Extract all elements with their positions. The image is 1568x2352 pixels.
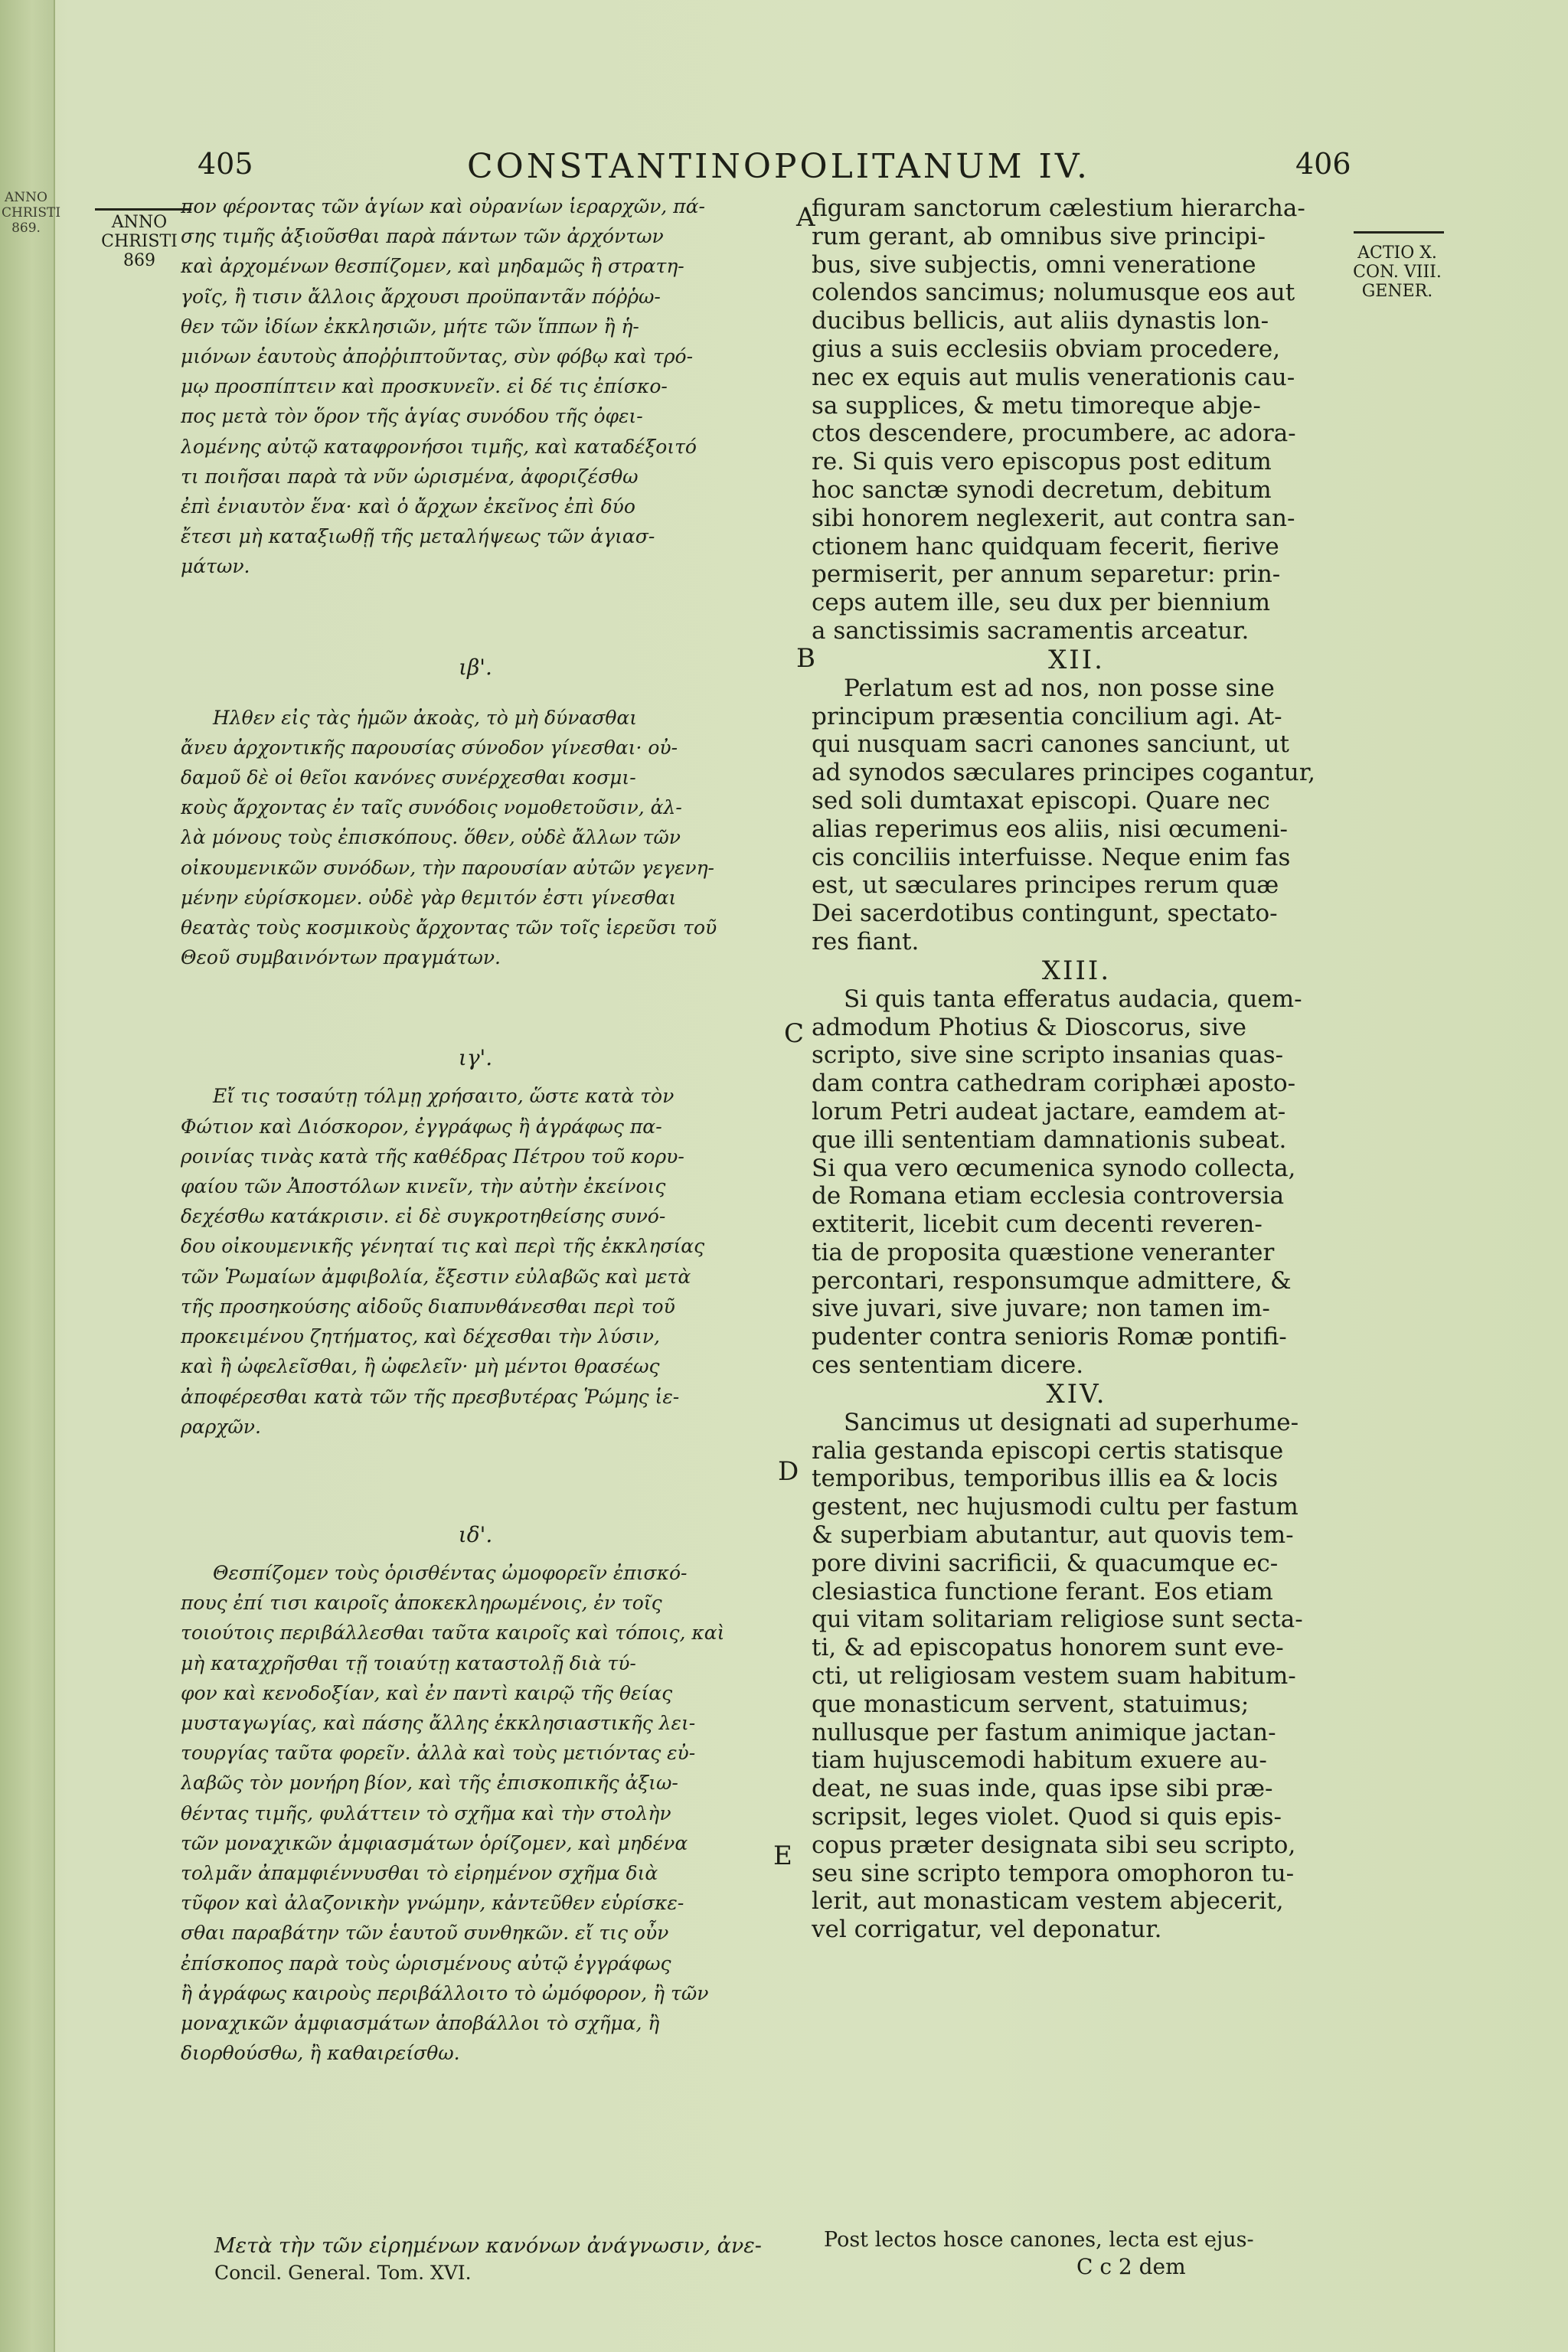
text-line: clesiastica functione ferant. Eos etiam: [812, 1577, 1273, 1606]
signature-mark: C c 2 dem: [1076, 2254, 1186, 2279]
margin-line: ANNO: [111, 213, 168, 232]
text-line: δεχέσθω κατάκρισιν. εἰ δὲ συγκροτηθείσης συνό-: [181, 1205, 666, 1228]
text-line: deat, ne suas inde, quas ipse sibi præ-: [812, 1775, 1273, 1803]
spacer: [181, 972, 770, 1043]
text-line: μυσταγωγίας, καὶ πάσης ἄλλης ἐκκλησιαστικῆς λει-: [181, 1711, 696, 1734]
spacer: [181, 683, 770, 703]
text-line: μένην εὑρίσκομεν. οὐδὲ γὰρ θεμιτόν ἐστι γίνεσθαι: [181, 886, 677, 909]
prev-margin-line: 869.: [11, 220, 41, 236]
text-line: μοναχικῶν ἀμφιασμάτων ἀποβάλλοι τὸ σχῆμα, ἢ: [181, 2011, 660, 2034]
latin-footer-line: Post lectos hosce canones, lecta est ejus-: [824, 2228, 1254, 2252]
text-line: hoc sanctæ synodi decretum, debitum: [812, 475, 1272, 504]
latin-canon-14: [812, 1409, 1341, 1944]
text-line: scripto, sive sine scripto insanias quas-: [812, 1041, 1284, 1070]
text-line: λὰ μόνους τοὺς ἐπισκόπους. ὅθεν, οὐδὲ ἄλλων τῶν: [181, 826, 681, 849]
text-line: προκειμένου ζητήματος, καὶ δέχεσθαι τὴν λύσιν,: [181, 1325, 660, 1348]
text-line: nec ex equis aut mulis venerationis cau-: [812, 363, 1295, 391]
text-line: temporibus, temporibus illis ea & locis: [812, 1465, 1279, 1493]
text-line: δαμοῦ δὲ οἱ θεῖοι κανόνες συνέρχεσθαι κοσμι-: [181, 766, 636, 789]
text-line: κοὺς ἄρχοντας ἐν ταῖς συνόδοις νομοθετοῦσιν, ἀλ-: [181, 796, 682, 819]
latin-footer: [824, 2226, 1352, 2280]
text-line: μιόνων ἑαυτοὺς ἀποῤῥιπτοῦντας, σὺν φόβῳ καὶ τρό-: [181, 345, 694, 368]
text-line: alias reperimus eos aliis, nisi œcumeni-: [812, 815, 1289, 843]
text-line: lorum Petri audeat jactare, eamdem at-: [812, 1097, 1286, 1125]
text-line: τολμᾶν ἀπαμφιέννυσθαι τὸ εἰρημένον σχῆμα διὰ: [181, 1861, 658, 1884]
text-line: Perlatum est ad nos, non posse sine: [844, 674, 1275, 702]
text-line: τῶν Ῥωμαίων ἀμφιβολία, ἔξεστιν εὐλαβῶς καὶ μετὰ: [181, 1265, 691, 1288]
latin-column: [812, 194, 1341, 1944]
text-line: καὶ ἢ ὠφελεῖσθαι, ἢ ὠφελεῖν· μὴ μέντοι θρασέως: [181, 1355, 660, 1378]
prev-margin-line: CHRISTI: [2, 205, 61, 220]
greek-canon-13: [181, 1081, 770, 1441]
prev-margin-line: ANNO: [5, 190, 47, 205]
text-line: sibi honorem neglexerit, aut contra san-: [812, 504, 1295, 532]
text-line: a sanctissimis sacramentis arceatur.: [812, 616, 1250, 645]
latin-heading-canon-12: XII.: [1048, 644, 1105, 675]
text-line: lerit, aut monasticam vestem abjecerit,: [812, 1887, 1284, 1916]
text-line: qui vitam solitariam religiose sunt secta-: [812, 1606, 1303, 1634]
text-line: Dei sacerdotibus contingunt, spectato-: [812, 900, 1278, 928]
text-line: λαβῶς τὸν μονήρη βίον, καὶ τῆς ἐπισκοπικῆς ἀξιω-: [181, 1772, 678, 1795]
latin-heading-canon-13: XIII.: [1041, 955, 1112, 986]
text-line: qui nusquam sacri canones sanciunt, ut: [812, 730, 1289, 759]
text-line: ad synodos sæculares principes cogantur,: [812, 759, 1315, 787]
text-line: θεατὰς τοὺς κοσμικοὺς ἄρχοντας τῶν τοῖς ἱερεῦσι τοῦ: [181, 916, 717, 939]
text-line: φαίου τῶν Ἀποστόλων κινεῖν, τὴν αὐτὴν ἐκείνοις: [181, 1175, 666, 1198]
previous-page-edge: [0, 0, 61, 2352]
section-letter-c: C: [784, 1018, 805, 1049]
margin-line: ACTIO X.: [1357, 243, 1437, 263]
text-line: ἔτεσι μὴ καταξιωθῇ τῆς μεταλήψεως τῶν ἁγιασ-: [181, 525, 655, 548]
text-line: ἢ ἀγράφως καιροὺς περιβάλλοιτο τὸ ὠμόφορον, ἢ τῶν: [181, 1981, 709, 2004]
text-line: Si quis tanta efferatus audacia, quem-: [844, 985, 1302, 1013]
text-line: ἄνευ ἀρχοντικῆς παρουσίας σύνοδον γίνεσθαι· οὐ-: [181, 736, 678, 759]
latin-heading-canon-14: XIV.: [1046, 1378, 1107, 1410]
text-line: Φώτιον καὶ Διόσκορον, ἐγγράφως ἢ ἀγράφως πα-: [181, 1115, 662, 1138]
text-line: πους ἐπί τισι καιροῖς ἀποκεκληρωμένοις, ἐν τοῖς: [181, 1592, 662, 1615]
text-line: μὴ καταχρῆσθαι τῇ τοιαύτῃ καταστολῇ διὰ τύ-: [181, 1651, 636, 1674]
text-line: pore divini sacrificii, & quacumque ec-: [812, 1549, 1279, 1577]
text-line: sive juvari, sive juvare; non tamen im-: [812, 1295, 1270, 1323]
greek-canon-11-end: [181, 191, 770, 582]
text-line: Sancimus ut designati ad superhume-: [844, 1408, 1299, 1436]
greek-heading-canon-12: ιβ'.: [459, 654, 492, 680]
text-line: σης τιμῆς ἀξιοῦσθαι παρὰ πάντων τῶν ἀρχόντων: [181, 225, 664, 248]
text-line: λομένης αὐτῷ καταφρονήσοι τιμῆς, καὶ καταδέξοιτό: [181, 435, 697, 458]
text-line: extiterit, licebit cum decenti reveren-: [812, 1210, 1263, 1239]
running-title: CONSTANTINOPOLITANUM IV.: [467, 147, 1090, 186]
text-line: copus præter designata sibi seu scripto,: [812, 1831, 1296, 1859]
text-line: φον καὶ κενοδοξίαν, καὶ ἐν παντὶ καιρῷ τῆς θείας: [181, 1681, 673, 1704]
text-line: ἐπίσκοπος παρὰ τοὺς ὡρισμένους αὐτῷ ἐγγράφως: [181, 1952, 671, 1975]
greek-heading-canon-13: ιγ'.: [458, 1045, 493, 1071]
text-line: res fiant.: [812, 927, 920, 956]
text-line: seu sine scripto tempora omophoron tu-: [812, 1859, 1295, 1887]
text-line: διορθούσθω, ἢ καθαιρείσθω.: [181, 2042, 460, 2065]
text-line: Si qua vero œcumenica synodo collecta,: [812, 1154, 1296, 1182]
greek-canon-12: [181, 703, 770, 973]
text-line: sed soli dumtaxat episcopi. Quare nec: [812, 786, 1270, 815]
text-line: ἀποφέρεσθαι κατὰ τῶν τῆς πρεσβυτέρας Ῥώμης ἱε-: [181, 1385, 680, 1408]
section-letter-b: B: [796, 643, 815, 674]
latin-canon-11-end: [812, 194, 1341, 645]
margin-note-anno-christi: [90, 213, 188, 270]
text-line: dam contra cathedram coriphæi aposto-: [812, 1070, 1296, 1098]
previous-page-margin-note: [2, 190, 61, 236]
text-line: Θεσπίζομεν τοὺς ὁρισθέντας ὠμοφορεῖν ἐπισκό-: [213, 1561, 688, 1584]
text-line: rum gerant, ab omnibus sive principi-: [812, 222, 1266, 250]
text-line: admodum Photius & Dioscorus, sive: [812, 1013, 1246, 1041]
page-number-left: 405: [198, 147, 253, 181]
text-line: θεν τῶν ἰδίων ἐκκλησιῶν, μήτε τῶν ἵππων ἢ ἡ-: [181, 315, 639, 338]
signature-mark: Concil. General. Tom. XVI.: [214, 2262, 472, 2284]
text-line: σθαι παραβάτην τῶν ἑαυτοῦ συνθηκῶν. εἴ τις οὖν: [181, 1922, 669, 1945]
text-line: permiserit, per annum separetur: prin-: [812, 560, 1281, 589]
text-line: que monasticum servent, statuimus;: [812, 1690, 1250, 1718]
text-line: de Romana etiam ecclesia controversia: [812, 1182, 1285, 1210]
text-line: colendos sancimus; nolumusque eos aut: [812, 279, 1295, 307]
text-line: cis conciliis interfuisse. Neque enim fas: [812, 843, 1291, 871]
text-line: ti, & ad episcopatus honorem sunt eve-: [812, 1634, 1284, 1662]
text-line: nullusque per fastum animique jactan-: [812, 1718, 1276, 1746]
text-line: sa supplices, & metu timoreque abje-: [812, 391, 1261, 420]
text-line: pudenter contra senioris Romæ pontifi-: [812, 1323, 1287, 1351]
text-line: μάτων.: [181, 555, 250, 578]
margin-line: GENER.: [1361, 282, 1433, 301]
greek-heading-canon-14: ιδ'.: [458, 1521, 493, 1547]
text-line: re. Si quis vero episcopus post editum: [812, 448, 1272, 476]
margin-line: 869: [123, 251, 155, 270]
text-line: gestent, nec hujusmodi cultu per fastum: [812, 1493, 1298, 1521]
text-line: τῶν μοναχικῶν ἀμφιασμάτων ὁρίζομεν, καὶ μηδένα: [181, 1831, 688, 1854]
page-number-right: 406: [1295, 147, 1351, 181]
margin-rule-left: [95, 208, 191, 211]
text-line: πος μετὰ τὸν ὅρον τῆς ἁγίας συνόδου τῆς ὀφει-: [181, 405, 643, 428]
text-line: καὶ ἀρχομένων θεσπίζομεν, καὶ μηδαμῶς ἢ στρατη-: [181, 255, 684, 278]
text-line: ces sententiam dicere.: [812, 1351, 1084, 1380]
text-line: que illi sententiam damnationis subeat.: [812, 1125, 1287, 1154]
text-line: bus, sive subjectis, omni veneratione: [812, 250, 1256, 279]
text-line: ροινίας τινὰς κατὰ τῆς καθέδρας Πέτρου τοῦ κορυ-: [181, 1145, 684, 1168]
text-line: οἰκουμενικῶν συνόδων, τὴν παρουσίαν αὐτῶν γεγενη-: [181, 856, 715, 879]
section-letter-d: D: [778, 1456, 799, 1487]
text-line: ceps autem ille, seu dux per biennium: [812, 589, 1271, 617]
text-line: τῆς προσηκούσης αἰδοῦς διαπυνθάνεσθαι περὶ τοῦ: [181, 1295, 675, 1318]
text-line: cti, ut religiosam vestem suam habitum-: [812, 1662, 1296, 1690]
text-line: ἐπὶ ἐνιαυτὸν ἕνα· καὶ ὁ ἄρχων ἐκεῖνος ἐπὶ δύο: [181, 495, 635, 518]
text-line: πον φέροντας τῶν ἁγίων καὶ οὐρανίων ἱεραρχῶν, πά-: [181, 195, 705, 217]
latin-canon-13: [812, 985, 1341, 1380]
spacer: [181, 1442, 770, 1520]
text-line: ραρχῶν.: [181, 1415, 261, 1438]
spacer: [181, 1550, 770, 1558]
greek-canon-14: [181, 1558, 770, 2068]
spacer: [181, 582, 770, 652]
text-line: τι ποιῆσαι παρὰ τὰ νῦν ὡρισμένα, ἀφοριζέσθω: [181, 465, 639, 488]
text-line: est, ut sæculares principes rerum quæ: [812, 871, 1279, 900]
margin-rule-right: [1354, 231, 1444, 234]
text-line: scripsit, leges violet. Quod si quis epis-: [812, 1803, 1282, 1831]
text-line: principum præsentia concilium agi. At-: [812, 702, 1282, 730]
text-line: τουργίας ταῦτα φορεῖν. ἀλλὰ καὶ τοὺς μετιόντας εὐ-: [181, 1742, 696, 1765]
margin-note-actio: [1349, 243, 1446, 301]
latin-canon-12: [812, 675, 1341, 956]
text-line: ctionem hanc quidquam fecerit, fierive: [812, 532, 1279, 560]
text-line: percontari, responsumque admittere, &: [812, 1266, 1292, 1295]
greek-footer: [214, 2233, 781, 2286]
section-letter-a: A: [796, 202, 815, 233]
text-line: Θεοῦ συμβαινόντων πραγμάτων.: [181, 946, 501, 969]
text-line: Εἴ τις τοσαύτῃ τόλμῃ χρήσαιτο, ὥστε κατὰ τὸν: [213, 1085, 675, 1108]
text-line: ducibus bellicis, aut aliis dynastis lon-: [812, 307, 1269, 335]
margin-line: CON. VIII.: [1353, 263, 1442, 282]
text-line: gius a suis ecclesiis obviam procedere,: [812, 335, 1281, 363]
text-line: Ηλθεν εἰς τὰς ἡμῶν ἀκοὰς, τὸ μὴ δύνασθαι: [213, 706, 638, 729]
text-line: tia de proposita quæstione veneranter: [812, 1238, 1275, 1266]
text-line: δου οἰκουμενικῆς γένηταί τις καὶ περὶ τῆς ἐκκλησίας: [181, 1235, 705, 1258]
text-line: tiam hujuscemodi habitum exuere au-: [812, 1746, 1267, 1775]
text-line: τοιούτοις περιβάλλεσθαι ταῦτα καιροῖς καὶ τόποις, καὶ: [181, 1622, 725, 1645]
text-line: vel corrigatur, vel deponatur.: [812, 1916, 1162, 1944]
section-letter-e: E: [773, 1841, 792, 1871]
text-line: γοῖς, ἢ τισιν ἄλλοις ἄρχουσι προϋπαντᾶν πόῤῥω-: [181, 285, 661, 308]
margin-line: CHRISTI: [101, 232, 178, 251]
text-line: τῦφον καὶ ἀλαζονικὴν γνώμην, κἀντεῦθεν εὑρίσκε-: [181, 1892, 684, 1915]
text-line: figuram sanctorum cælestium hierarcha-: [812, 194, 1305, 222]
text-line: θέντας τιμῆς, φυλάττειν τὸ σχῆμα καὶ τὴν στολὴν: [181, 1802, 671, 1824]
spacer: [181, 1073, 770, 1081]
greek-column: [181, 191, 770, 2068]
text-line: & superbiam abutantur, aut quovis tem-: [812, 1521, 1294, 1550]
greek-footer-line: Μετὰ τὴν τῶν εἰρημένων κανόνων ἀνάγνωσιν, ἀνε-: [214, 2234, 762, 2258]
text-line: ralia gestanda episcopi certis statisque: [812, 1436, 1284, 1465]
text-line: ctos descendere, procumbere, ac adora-: [812, 420, 1296, 448]
text-line: μῳ προσπίπτειν καὶ προσκυνεῖν. εἰ δέ τις ἐπίσκο-: [181, 375, 668, 398]
